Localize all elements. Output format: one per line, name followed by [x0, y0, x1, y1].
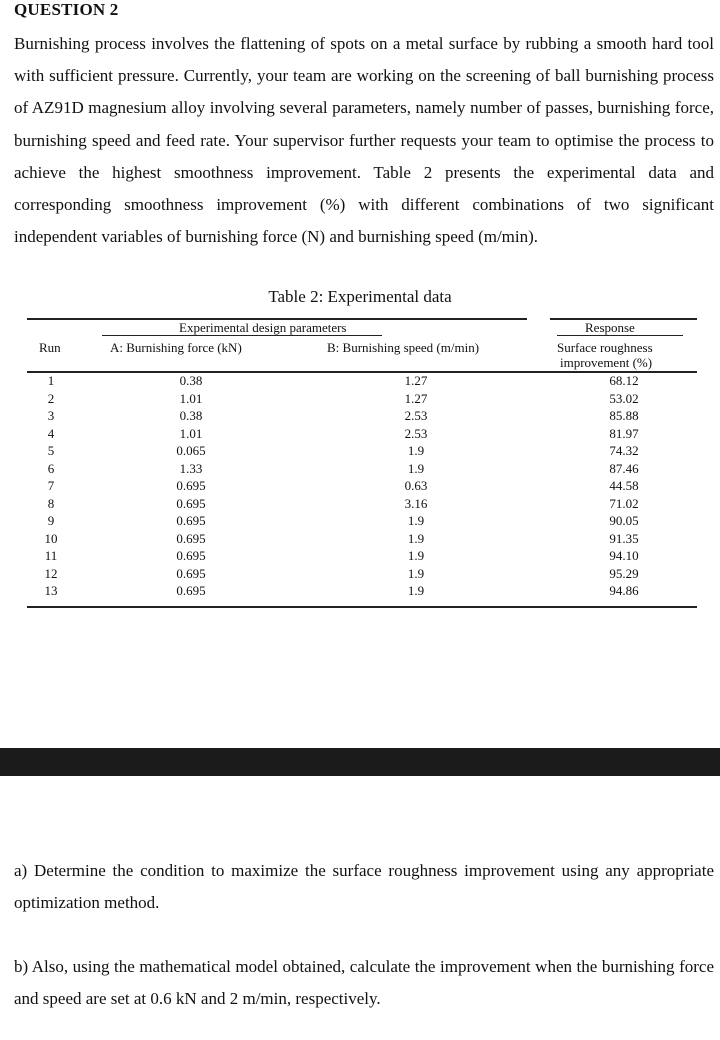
table-row	[27, 495, 697, 513]
response-cell: 94.86	[609, 583, 639, 598]
run-cell: 7	[47, 478, 55, 493]
table-row	[27, 407, 697, 425]
speed-cell: 1.9	[407, 583, 425, 598]
force-cell: 0.695	[176, 478, 206, 493]
run-cell: 10	[44, 530, 58, 546]
run-cell: 6	[47, 460, 55, 476]
table-row	[27, 425, 697, 443]
speed-cell: 1.9	[407, 443, 425, 458]
speed-cell: 1.27	[404, 390, 428, 406]
table-row	[27, 372, 697, 390]
response-cell: 95.29	[609, 565, 639, 581]
table-row	[27, 460, 697, 478]
table-row	[27, 390, 697, 408]
intro-paragraph: Burnishing process involves the flattening of spots on a metal surface by rubbing a smooth hard tool with sufficient pressure. Currently, your team are working on the screening of ball burnishing process of AZ91D magnesium alloy involving several parameters, namely number of passes, burnishing force, burnishing speed and feed rate. Your supervisor further requests your team to optimise the process to achieve the highest smoothness improvement. Table 2 presents the experimental data and corresponding smoothness improvement (%) with different combinations of two significant independent variables of burnishing force (N) and burnishing speed (m/min).	[14, 34, 714, 247]
run-cell: 2	[47, 390, 55, 406]
col-header-resp-line1: Surface roughness	[557, 340, 653, 355]
force-cell: 0.695	[176, 530, 206, 546]
speed-cell: 1.9	[407, 565, 425, 581]
force-cell: 0.38	[179, 408, 203, 423]
force-cell: 0.695	[176, 548, 206, 563]
question-part-b: b) Also, using the mathematical model obtained, calculate the improvement when the burnishing force and speed are set at 0.6 kN and 2 m/min, respectively.	[14, 957, 714, 1009]
run-cell: 5	[47, 443, 55, 458]
speed-cell: 1.27	[404, 373, 428, 388]
table-bottom-rule	[27, 606, 697, 608]
response-cell: 90.05	[609, 513, 639, 528]
table-row	[27, 512, 697, 530]
response-cell: 91.35	[609, 530, 639, 546]
force-cell: 0.695	[176, 495, 206, 511]
response-header: Response	[585, 320, 635, 335]
speed-cell: 1.9	[407, 548, 425, 563]
response-cell: 44.58	[609, 478, 639, 493]
speed-cell: 1.9	[407, 460, 425, 476]
speed-cell: 2.53	[404, 408, 428, 423]
col-header-resp-line2: improvement (%)	[560, 355, 653, 370]
table-caption: Table 2: Experimental data	[268, 287, 452, 306]
table-row	[27, 530, 697, 548]
run-cell: 9	[47, 513, 55, 528]
force-cell: 0.695	[176, 565, 206, 581]
question-part-a: a) Determine the condition to maximize the surface roughness improvement using any appropriate optimization method.	[14, 861, 714, 913]
run-cell: 3	[47, 408, 55, 423]
table-row	[27, 582, 697, 600]
question-title: QUESTION 2	[14, 0, 119, 19]
run-cell: 4	[47, 425, 55, 441]
response-cell: 53.02	[609, 390, 639, 406]
force-cell: 0.695	[176, 513, 206, 528]
group-header: Experimental design parameters	[179, 320, 347, 335]
speed-cell: 0.63	[404, 478, 428, 493]
force-cell: 1.01	[179, 390, 203, 406]
table-row	[27, 477, 697, 495]
response-cell: 74.32	[609, 443, 639, 458]
response-cell: 94.10	[609, 548, 639, 563]
run-cell: 8	[47, 495, 55, 511]
response-cell: 68.12	[609, 373, 639, 388]
group-header-rule	[102, 335, 382, 336]
table-row	[27, 547, 697, 565]
col-header-b: B: Burnishing speed (m/min)	[327, 340, 480, 355]
speed-cell: 1.9	[407, 513, 425, 528]
response-header-rule	[557, 335, 683, 336]
table-row	[27, 442, 697, 460]
force-cell: 0.695	[176, 583, 206, 598]
col-header-run: Run	[39, 340, 61, 355]
response-cell: 85.88	[609, 408, 639, 423]
force-cell: 0.38	[179, 373, 203, 388]
response-cell: 81.97	[609, 425, 639, 441]
force-cell: 1.01	[179, 425, 203, 441]
force-cell: 0.065	[176, 443, 206, 458]
force-cell: 1.33	[179, 460, 203, 476]
black-separator-bar	[0, 748, 720, 776]
run-cell: 12	[44, 565, 58, 581]
speed-cell: 1.9	[407, 530, 425, 546]
speed-cell: 2.53	[404, 425, 428, 441]
col-header-a: A: Burnishing force (kN)	[110, 340, 242, 355]
response-cell: 87.46	[609, 460, 639, 476]
run-cell: 13	[44, 583, 58, 598]
table-row	[27, 565, 697, 583]
response-cell: 71.02	[609, 495, 639, 511]
run-cell: 11	[44, 548, 58, 563]
run-cell: 1	[47, 373, 55, 388]
speed-cell: 3.16	[404, 495, 428, 511]
